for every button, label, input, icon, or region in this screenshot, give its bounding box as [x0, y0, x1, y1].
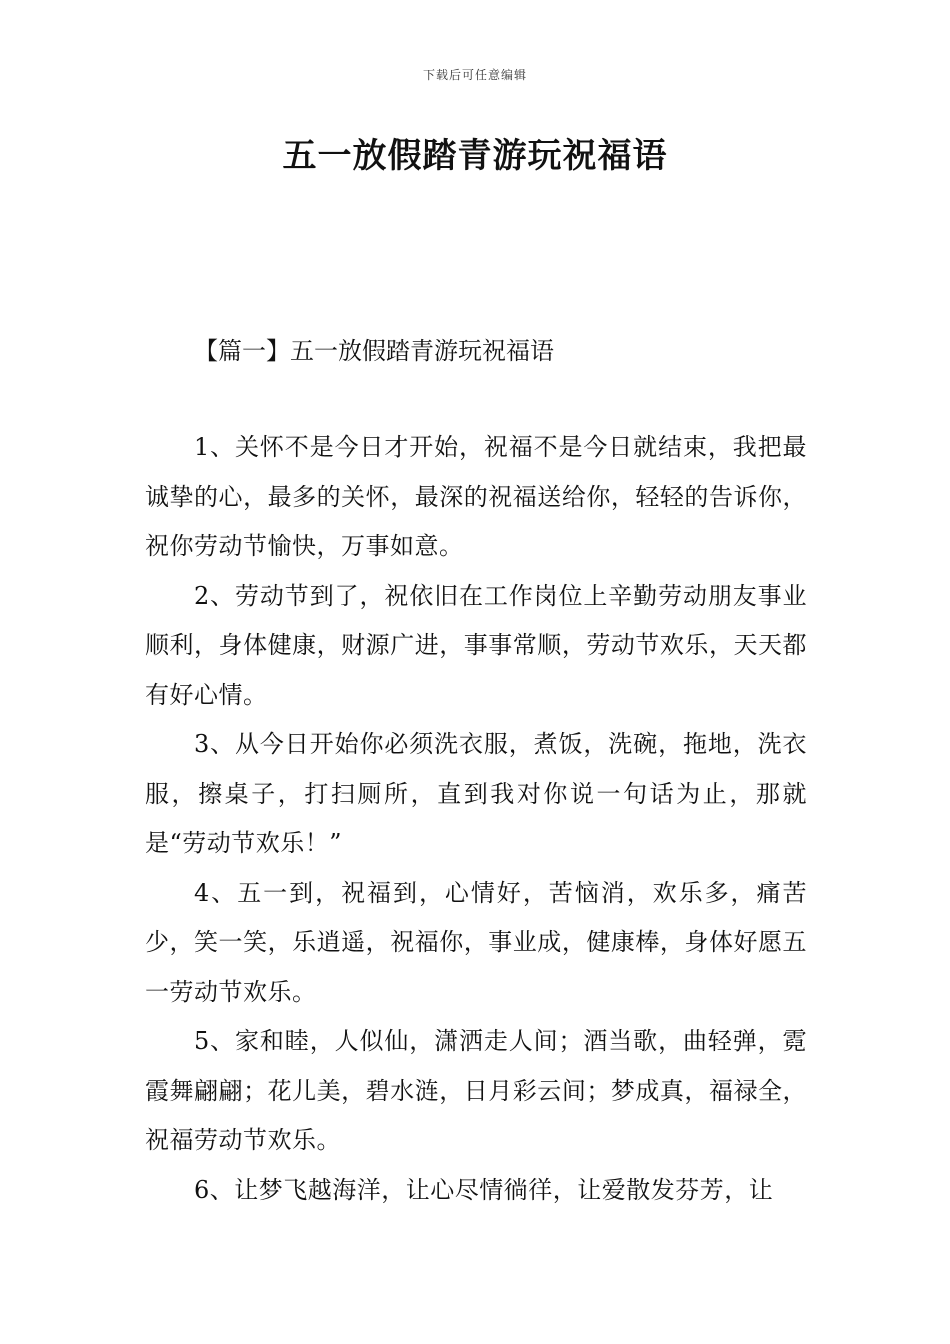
paragraph-2: 2、劳动节到了，祝依旧在工作岗位上辛勤劳动朋友事业顺利，身体健康，财源广进，事事常顺，劳动节欢乐，天天都有好心情。	[145, 581, 807, 709]
body-text	[145, 423, 807, 1215]
paragraph-6: 6、让梦飞越海洋，让心尽情徜徉，让爱散发芬芳，让	[194, 1175, 774, 1204]
header-note: 下载后可任意编辑	[422, 68, 527, 82]
paragraph-3: 3、从今日开始你必须洗衣服，煮饭，洗碗，拖地，洗衣服，擦桌子，打扫厕所，直到我对你说一句话为止，那就是“劳动节欢乐！”	[145, 730, 807, 857]
paragraph-4: 4、五一到，祝福到，心情好，苦恼消，欢乐多，痛苦少，笑一笑，乐逍遥，祝福你，事业成，健康棒，身体好愿五一劳动节欢乐。	[145, 878, 807, 1006]
section-heading: 【篇一】五一放假踏青游玩祝福语	[194, 337, 554, 365]
paragraph-1: 1、关怀不是今日才开始，祝福不是今日就结束，我把最诚挚的心，最多的关怀，最深的祝福送给你，轻轻的告诉你，祝你劳动节愉快，万事如意。	[145, 433, 807, 560]
document-title: 五一放假踏青游玩祝福语	[282, 136, 668, 176]
paragraph-5: 5、家和睦，人似仙，潇洒走人间；酒当歌，曲轻弹，霓霞舞翩翩；花儿美，碧水涟，日月彩云间；梦成真，福禄全，祝福劳动节欢乐。	[145, 1027, 807, 1154]
